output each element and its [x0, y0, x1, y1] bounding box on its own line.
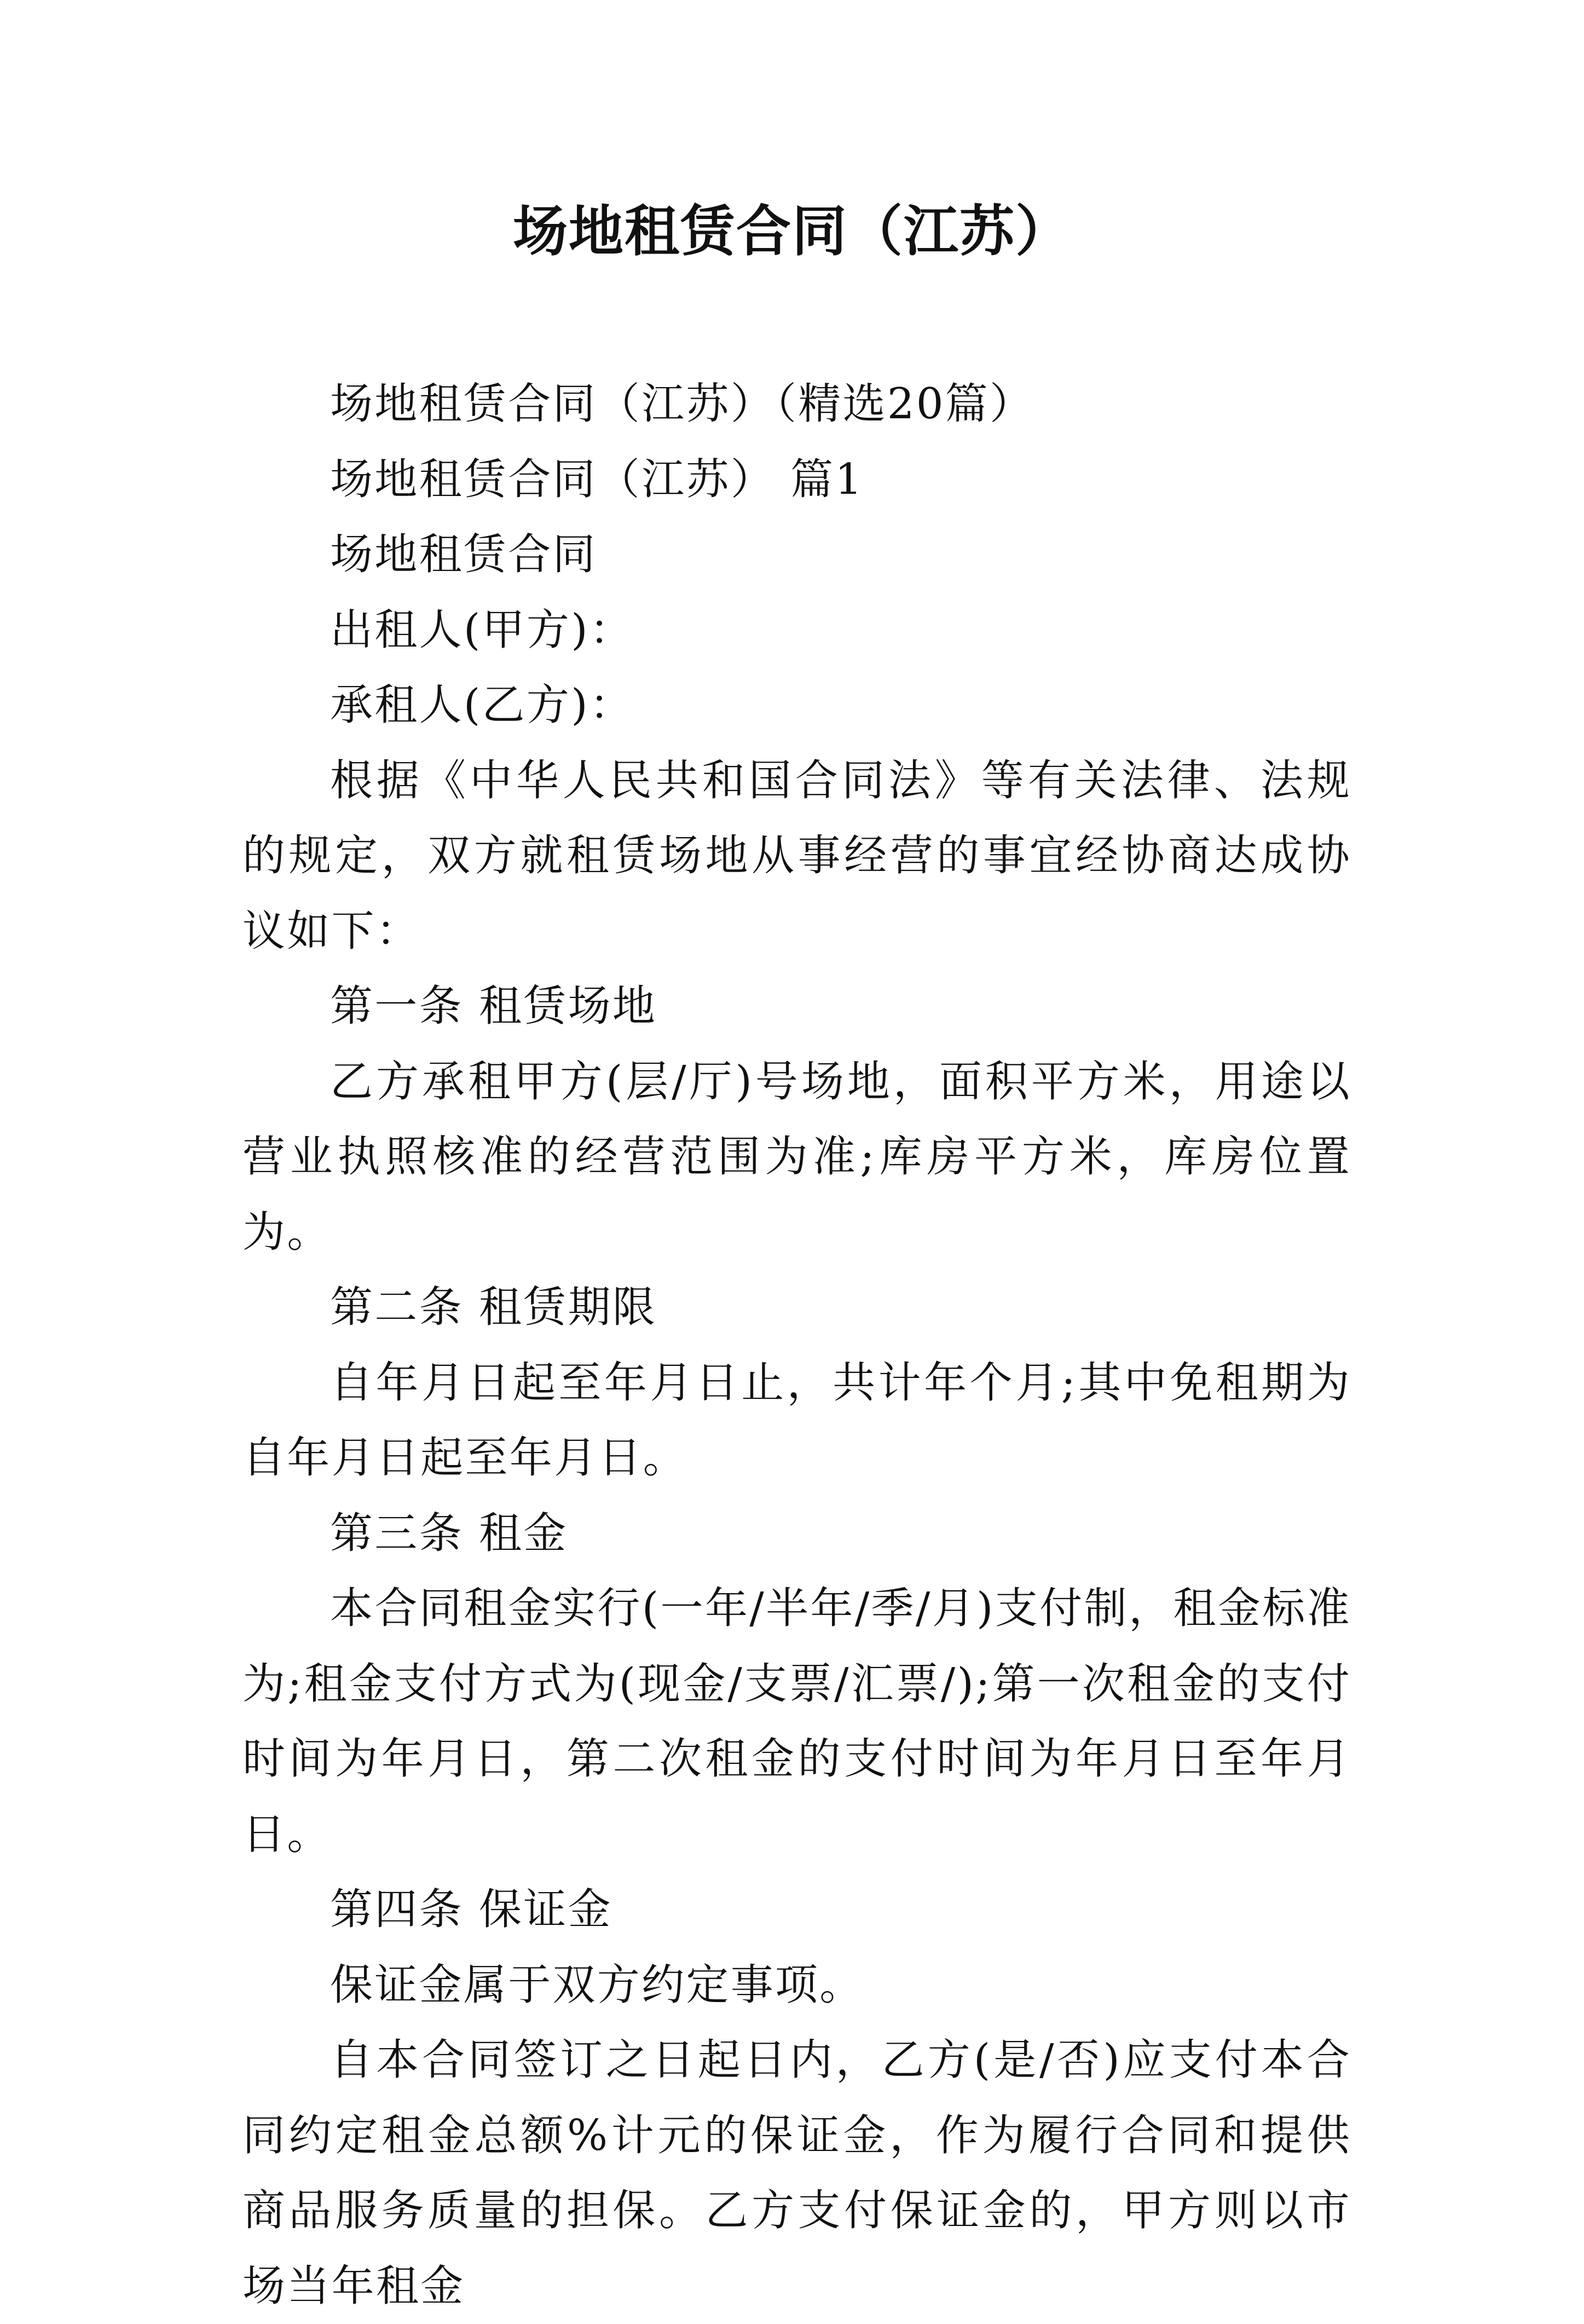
article-1-heading: 第一条 租赁场地 [330, 982, 657, 1031]
paragraph-lessee: 承租人(乙方)： [330, 681, 634, 730]
article-3-body: 本合同租金实行(一年/半年/季/月)支付制，租金标准为;租金支付方式为(现金/支票/汇票/);第一次租金的支付时间为年月日，第二次租金的支付时间为年月日至年月日。 [242, 1584, 1351, 1859]
article-4-heading: 第四条 保证金 [330, 1885, 612, 1934]
document-body [242, 367, 1351, 2324]
paragraph-section-heading: 场地租赁合同（江苏） 篇1 [330, 454, 864, 504]
document-title: 场地租赁合同（江苏） [513, 199, 1071, 263]
paragraph-preamble: 根据《中华人民共和国合同法》等有关法律、法规的规定，双方就租赁场地从事经营的事宜经协商达成协议如下： [242, 756, 1351, 956]
paragraph-contract-name: 场地租赁合同 [330, 530, 597, 579]
article-4-body-1: 保证金属于双方约定事项。 [330, 1960, 864, 2010]
article-4-body-2: 自本合同签订之日起日内，乙方(是/否)应支付本合同约定租金总额%计元的保证金，作为履行合同和提供商品服务质量的担保。乙方支付保证金的，甲方则以市场当年租金 [242, 2035, 1351, 2311]
article-1-body: 乙方承租甲方(层/厅)号场地，面积平方米，用途以营业执照核准的经营范围为准;库房平方米，库房位置为。 [242, 1057, 1351, 1257]
article-2-heading: 第二条 租赁期限 [330, 1283, 657, 1332]
article-3-heading: 第三条 租金 [330, 1508, 568, 1558]
paragraph-subtitle: 场地租赁合同（江苏）（精选20篇） [330, 379, 1034, 429]
article-2-body: 自年月日起至年月日止，共计年个月;其中免租期为自年月日起至年月日。 [242, 1358, 1351, 1483]
paragraph-lessor: 出租人(甲方)： [330, 605, 634, 655]
